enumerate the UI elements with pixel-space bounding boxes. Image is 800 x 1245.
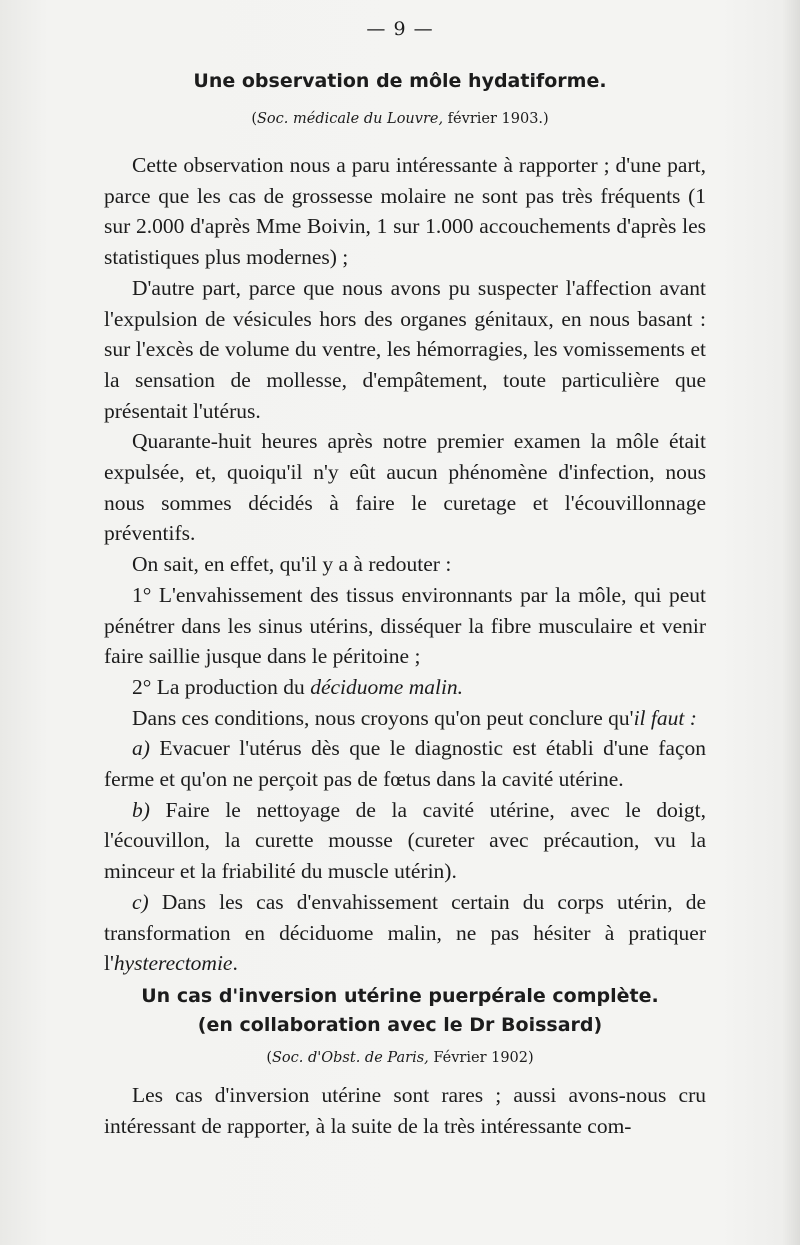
source-society: Soc. médicale du Louvre, [256,111,444,127]
paragraph: D'autre part, parce que nous avons pu suspecter l'affection avant l'expulsion de vésicules hors des organes génitaux, en nous basant : sur l'excès de volume du ventre, les hémorragies, les vomissements et la sensation de mollesse, d'empâtement, toute particulière que présentait l'utérus. [104,275,706,423]
section-body [104,1080,706,1141]
paragraph: a) Evacuer l'utérus dès que le diagnostic est établi d'une façon ferme et qu'on ne perçoit pas de fœtus dans la cavité utérine. [104,736,706,792]
section-subtitle: (en collaboration avec le Dr Boissard) [197,1014,603,1036]
section-source: (Soc. d'Obst. de Paris, Février 1902) [266,1050,534,1066]
paragraph: 1° L'envahissement des tissus environnants par la môle, qui peut pénétrer dans les sinus utérins, disséquer la fibre musculaire et venir faire saillie jusque dans le péritoine ; [104,582,706,669]
paragraph: b) Faire le nettoyage de la cavité utérine, avec le doigt, l'écouvillon, la curette mousse (cureter avec précaution, vu la minceur et la friabilité du muscle utérin). [104,797,706,884]
paragraph: On sait, en effet, qu'il y a à redouter : [132,552,452,577]
section-title: Un cas d'inversion utérine puerpérale complète. [141,985,659,1007]
section-source: (Soc. médicale du Louvre, février 1903.) [251,111,549,127]
section-body [104,150,706,979]
paragraph: Quarante-huit heures après notre premier examen la môle était expulsée, et, quoiqu'il n'y eût aucun phénomène d'infection, nous nous sommes décidés à faire le curetage et l'écouvillonnage préventifs. [104,429,706,546]
source-society: Soc. d'Obst. de Paris, [271,1050,429,1066]
paragraph: Les cas d'inversion utérine sont rares ; aussi avons-nous cru intéressant de rapporter, à la suite de la très intéressante com- [104,1083,706,1138]
paragraph: c) Dans les cas d'envahissement certain du corps utérin, de transformation en déciduome malin, ne pas hésiter à pratiquer l'hysterectomie. [104,889,706,976]
page-number: — 9 — [366,18,434,40]
paragraph: Dans ces conditions, nous croyons qu'on peut conclure qu'il faut : [132,705,697,730]
paragraph: 2° La production du déciduome malin. [132,674,464,699]
paragraph: Cette observation nous a paru intéressante à rapporter ; d'une part, parce que les cas de grossesse molaire ne sont pas très fréquents (1 sur 2.000 d'après Mme Boivin, 1 sur 1.000 accouchements d'après les statistiques plus modernes) ; [104,153,706,270]
section-title: Une observation de môle hydatiforme. [193,70,607,92]
